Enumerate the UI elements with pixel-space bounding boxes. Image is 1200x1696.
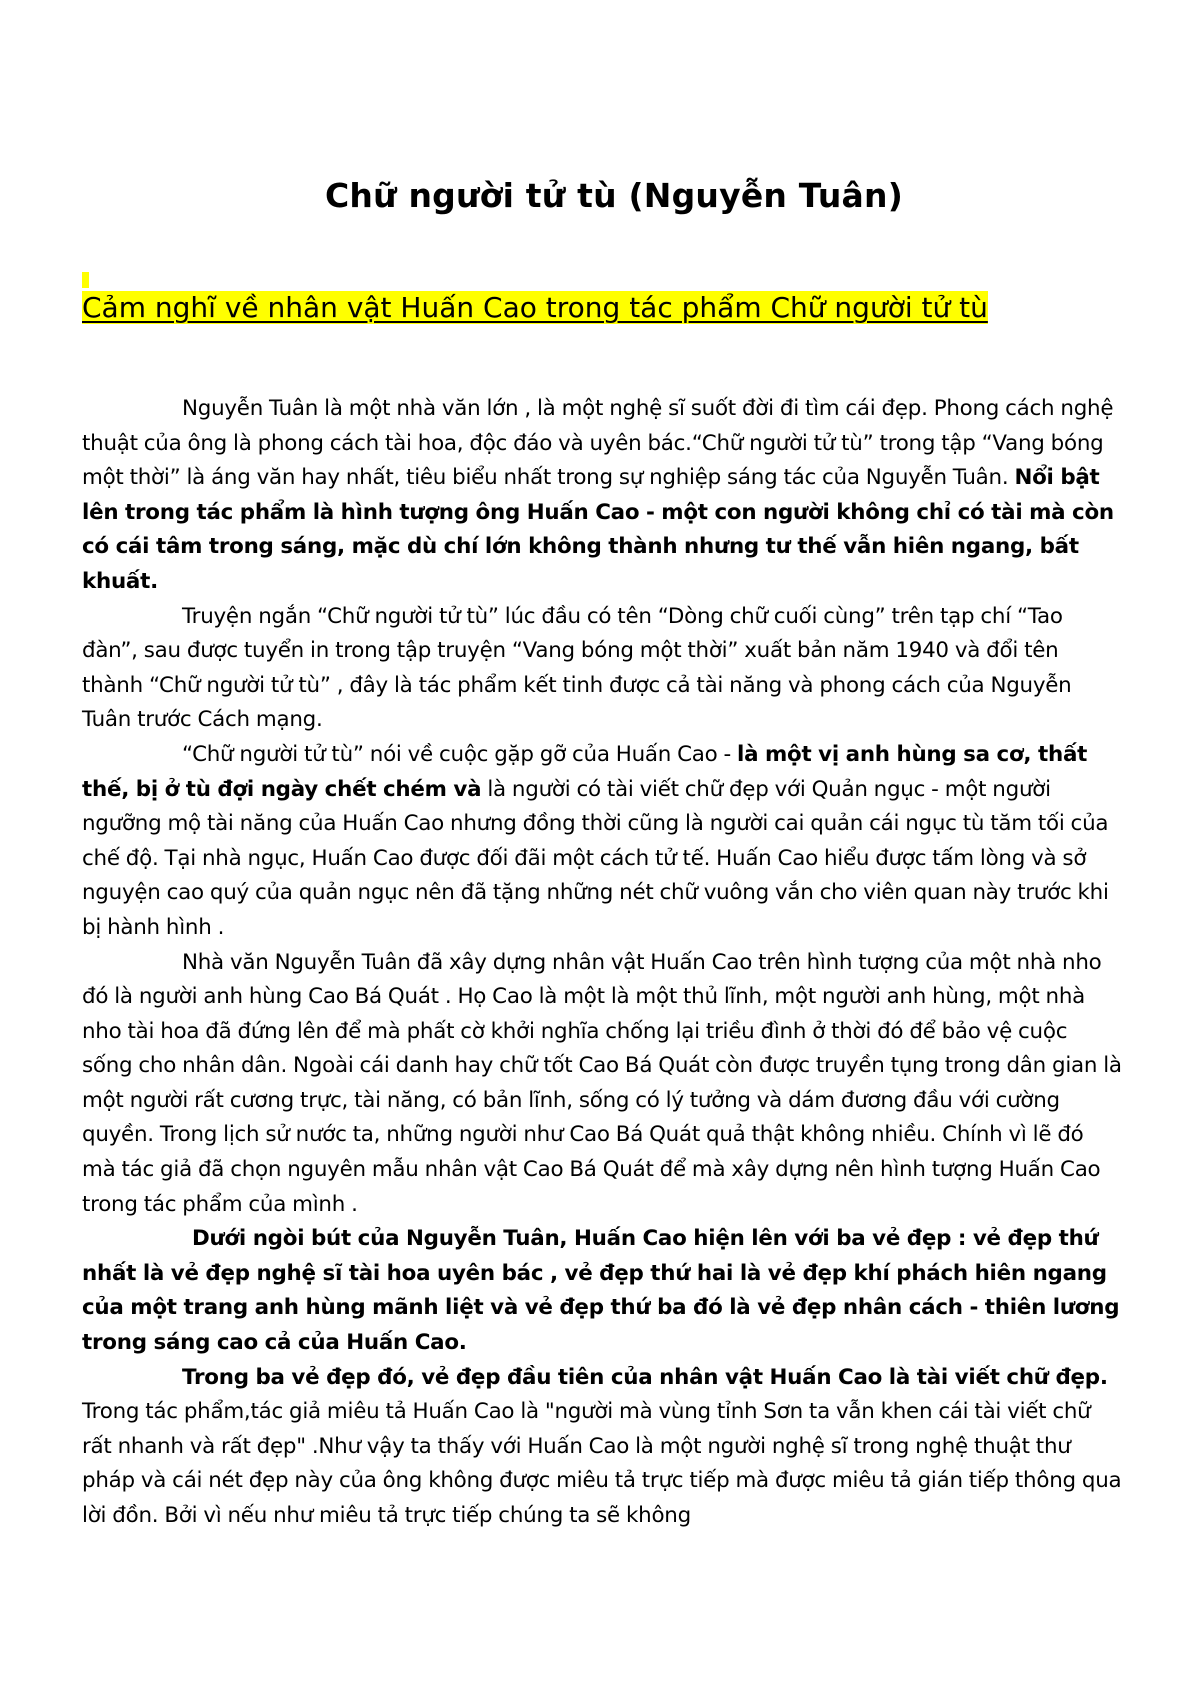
paragraph-2 xyxy=(82,600,1122,738)
paragraph-5-bold: Dưới ngòi bút của Nguyễn Tuân, Huấn Cao hiện lên với ba vẻ đẹp : vẻ đẹp thứ nhất là vẻ đẹp nghệ sĩ tài hoa uyên bác , vẻ đẹp thứ hai là vẻ đẹp khí phách hiên ngang của một trang anh hùng mãnh liệt và vẻ đẹp thứ ba đó là vẻ đẹp nhân cách - thiên lương trong sáng cao cả của Huấn Cao. xyxy=(82,1226,1120,1356)
paragraph-1-bold: Nổi bật lên trong tác phẩm là hình tượng ông Huấn Cao - một con người không chỉ có tài mà còn có cái tâm trong sáng, mặc dù chí lớn không thành nhưng tư thế vẫn hiên ngang, bất khuất. xyxy=(82,465,1114,594)
paragraph-1 xyxy=(82,392,1122,600)
paragraph-6 xyxy=(82,1361,1122,1534)
document-subtitle xyxy=(82,288,1122,327)
paragraph-3-text-b: là người có tài viết chữ đẹp với Quản ngục - một người ngưỡng mộ tài năng của Huấn Cao nhưng đồng thời cũng là người cai quản cái ngục tù tăm tối của chế độ. Tại nhà ngục, Huấn Cao được đối đãi một cách tử tế. Huấn Cao hiểu được tấm lòng và sở nguyện cao quý của quản ngục nên đã tặng những nét chữ vuông vắn cho viên quan này trước khi bị hành hình . xyxy=(82,776,1109,940)
paragraph-1-text: Nguyễn Tuân là một nhà văn lớn , là một nghệ sĩ suốt đời đi tìm cái đẹp. Phong cách nghệ thuật của ông là phong cách tài hoa, độc đáo và uyên bác.“Chữ người tử tù” trong tập “Vang bóng một thời” là áng văn hay nhất, tiêu biểu nhất trong sự nghiệp sáng tác của Nguyễn Tuân. xyxy=(82,396,1114,491)
document-body xyxy=(82,392,1122,1534)
paragraph-3-bold: là một vị anh hùng sa cơ, thất thế, bị ở tù đợi ngày chết chém và xyxy=(82,741,1088,802)
paragraph-3 xyxy=(82,738,1122,946)
highlight-marker xyxy=(82,272,89,288)
paragraph-6-bold: Trong ba vẻ đẹp đó, vẻ đẹp đầu tiên của nhân vật Huấn Cao là tài viết chữ đẹp. xyxy=(182,1364,1108,1390)
document-title: Chữ người tử tù (Nguyễn Tuân) xyxy=(325,176,903,215)
paragraph-6-text: Trong tác phẩm,tác giả miêu tả Huấn Cao là "người mà vùng tỉnh Sơn ta vẫn khen cái tài viết chữ rất nhanh và rất đẹp" .Như vậy ta thấy với Huấn Cao là một người nghệ sĩ trong nghệ thuật thư pháp và cái nét đẹp này của ông không được miêu tả trực tiếp mà được miêu tả gián tiếp thông qua lời đồn. Bởi vì nếu như miêu tả trực tiếp chúng ta sẽ không xyxy=(82,1399,1122,1528)
paragraph-4 xyxy=(82,946,1122,1223)
subtitle-highlight: Cảm nghĩ về nhân vật Huấn Cao trong tác phẩm Chữ người tử tù xyxy=(82,291,988,324)
paragraph-5 xyxy=(82,1222,1122,1360)
paragraph-3-text-a: “Chữ người tử tù” nói về cuộc gặp gỡ của Huấn Cao - xyxy=(182,741,738,767)
paragraph-4-text: Nhà văn Nguyễn Tuân đã xây dựng nhân vật Huấn Cao trên hình tượng của một nhà nho đó là người anh hùng Cao Bá Quát . Họ Cao là một là một thủ lĩnh, một người anh hùng, một nhà nho tài hoa đã đứng lên để mà phất cờ khởi nghĩa chống lại triều đình ở thời đó để bảo vệ cuộc sống cho nhân dân. Ngoài cái danh hay chữ tốt Cao Bá Quát còn được truyền tụng trong dân gian là một người rất cương trực, tài năng, có bản lĩnh, sống có lý tưởng và dám đương đầu với cường quyền. Trong lịch sử nước ta, những người như Cao Bá Quát quả thật không nhiều. Chính vì lẽ đó mà tác giả đã chọn nguyên mẫu nhân vật Cao Bá Quát để mà xây dựng nên hình tượng Huấn Cao trong tác phẩm của mình . xyxy=(82,949,1122,1217)
paragraph-2-text: Truyện ngắn “Chữ người tử tù” lúc đầu có tên “Dòng chữ cuối cùng” trên tạp chí “Tao đàn”, sau được tuyển in trong tập truyện “Vang bóng một thời” xuất bản năm 1940 và đổi tên thành “Chữ người tử tù” , đây là tác phẩm kết tinh được cả tài năng và phong cách của Nguyễn Tuân trước Cách mạng. xyxy=(82,603,1072,733)
